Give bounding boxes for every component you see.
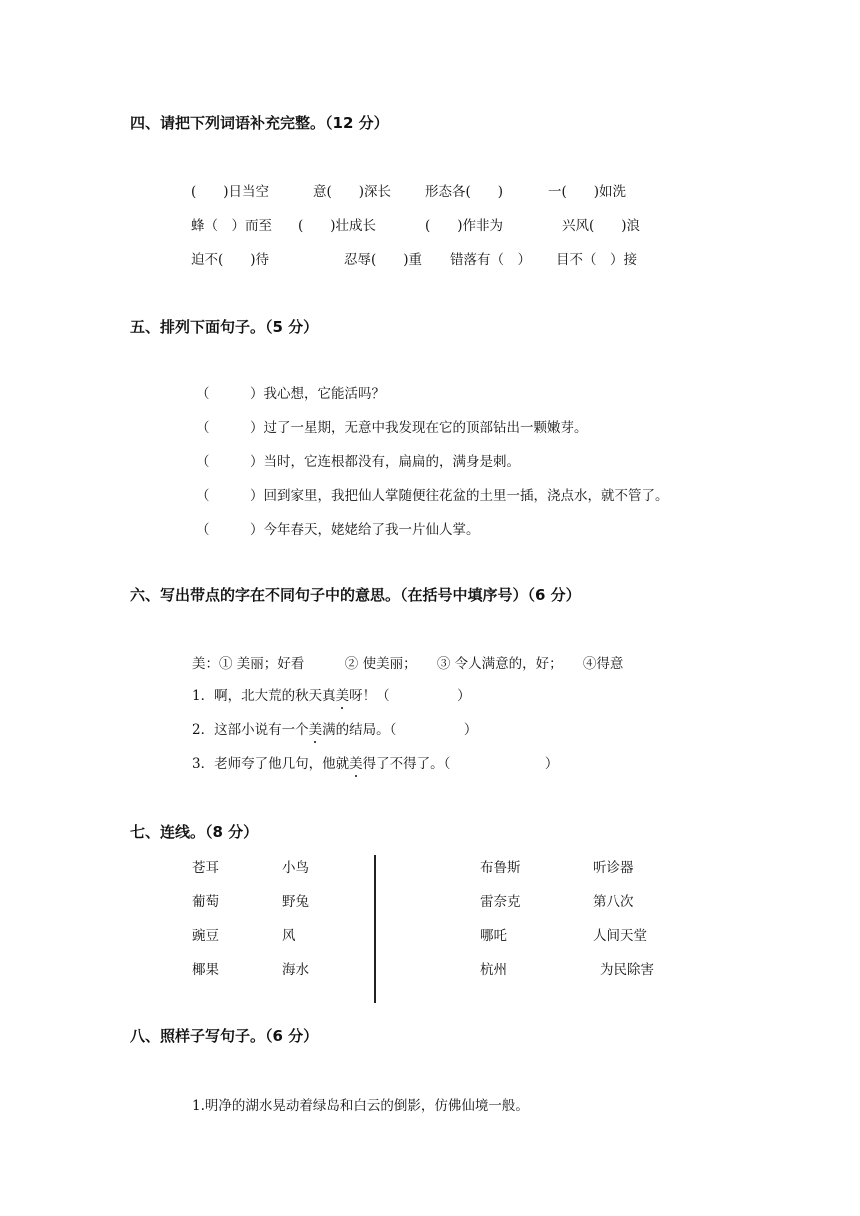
sentence-text: 呀！（ ） [349, 688, 471, 704]
match-item: 杭州 [480, 962, 507, 978]
match-item: 为民除害 [600, 962, 654, 978]
sentence-text: 满的结局。（ ） [322, 722, 478, 738]
dotted-char: 美 [309, 718, 323, 738]
word-blank: 目不（ ）接 [556, 252, 637, 268]
dotted-char: 美 [349, 752, 363, 772]
match-item: 风 [282, 928, 296, 944]
word-blank: 忍辱( )重 [344, 252, 423, 268]
sentence-item: （ ）我心想，它能活吗？ [196, 386, 385, 402]
sentence-text: 1．啊，北大荒的秋天真 [192, 688, 336, 704]
word-blank: ( )壮成长 [298, 218, 377, 234]
dotted-char: 美 [336, 684, 350, 704]
match-item: 苍耳 [192, 860, 219, 876]
section-8-title: 八、照样子写句子。（6 分） [130, 1027, 319, 1045]
word-blank: 意( )深长 [313, 184, 392, 200]
sentence-item: （ ）过了一星期，无意中我发现在它的顶部钻出一颗嫩芽。 [196, 420, 588, 436]
sentence-item: （ ）今年春天，姥姥给了我一片仙人掌。 [196, 522, 480, 538]
sentence-item: （ ）当时，它连根都没有，扁扁的，满身是刺。 [196, 454, 520, 470]
section-4-title: 四、请把下列词语补充完整。（12 分） [130, 114, 389, 132]
sentence-item [192, 684, 471, 704]
word-blank: 形态各( ) [425, 184, 504, 200]
section-5-title: 五、排列下面句子。（5 分） [130, 318, 319, 336]
word-blank: 迫不( )待 [191, 252, 270, 268]
match-item: 豌豆 [192, 928, 219, 944]
sentence-item: （ ）回到家里，我把仙人掌随便往花盆的土里一插，浇点水，就不管了。 [196, 488, 669, 504]
match-item: 葡萄 [192, 894, 219, 910]
word-blank: 兴风( )浪 [562, 218, 641, 234]
column-divider [374, 855, 376, 1003]
word-blank: 蜂（ ）而至 [191, 218, 272, 234]
example-sentence: 1.明净的湖水晃动着绿岛和白云的倒影，仿佛仙境一般。 [192, 1098, 529, 1114]
match-item: 人间天堂 [593, 928, 647, 944]
word-blank: ( )日当空 [191, 184, 270, 200]
match-item: 野兔 [282, 894, 309, 910]
meaning-options: 美：① 美丽；好看 ② 使美丽； ③ 令人满意的，好； ④得意 [192, 656, 624, 672]
section-6-title: 六、写出带点的字在不同句子中的意思。（在括号中填序号）（6 分） [130, 586, 581, 604]
match-item: 椰果 [192, 962, 219, 978]
word-blank: 一( )如洗 [548, 184, 627, 200]
section-7-title: 七、连线。（8 分） [130, 823, 259, 841]
match-item: 小鸟 [282, 860, 309, 876]
match-item: 雷奈克 [480, 894, 521, 910]
sentence-text: 2．这部小说有一个 [192, 722, 309, 738]
sentence-item [192, 718, 477, 738]
match-item: 第八次 [593, 894, 634, 910]
sentence-text: 3．老师夸了他几句，他就 [192, 756, 350, 772]
sentence-text: 得了不得了。（ ） [362, 756, 559, 772]
word-blank: 错落有（ ） [450, 252, 531, 268]
sentence-item [192, 752, 558, 772]
match-item: 海水 [282, 962, 309, 978]
match-item: 听诊器 [593, 860, 634, 876]
word-blank: ( )作非为 [425, 218, 504, 234]
match-item: 哪吒 [480, 928, 507, 944]
match-item: 布鲁斯 [480, 860, 521, 876]
